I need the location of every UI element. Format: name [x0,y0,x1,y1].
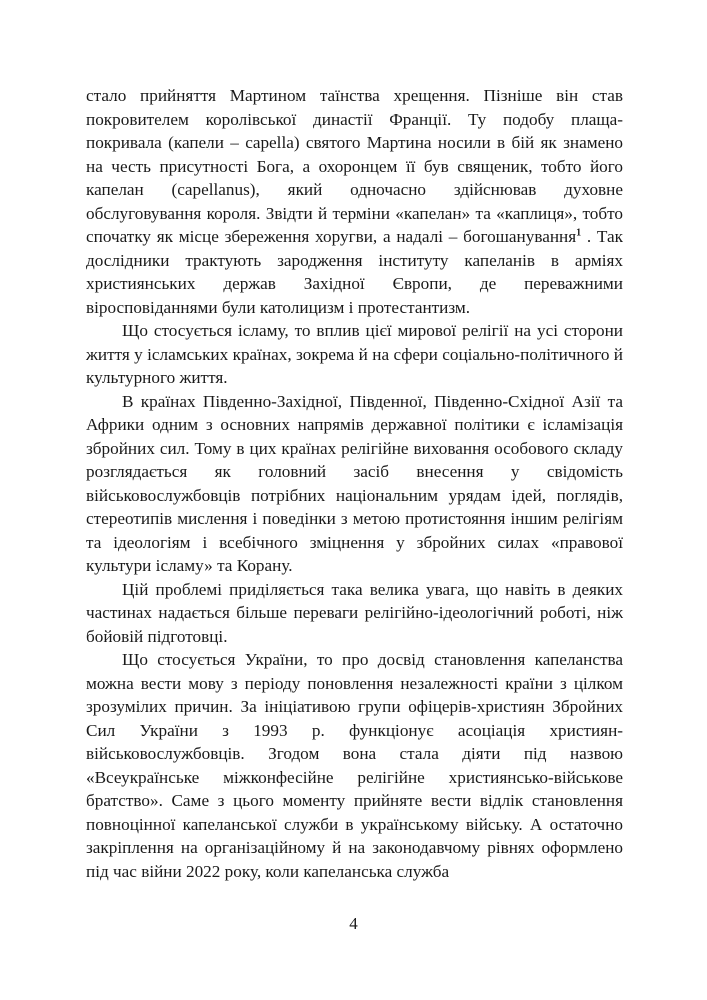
paragraph-3: В країнах Південно-Західної, Південної, Південно-Східної Азії та Африки одним з основних напрямів державної політики є ісламізація збройних сил. Тому в цих країнах релігійне виховання особового складу розглядається як головний засіб внесення у свідомість військовослужбовців потрібних національним урядам ідей, поглядів, стереотипів мислення і поведінки з метою протистояння іншим релігіям та ідеологіям і всебічного зміцнення у збройних силах «правової культури ісламу» та Корану. [86,391,623,575]
footnote-reference[interactable]: 1 [576,227,582,239]
paragraph-1-text-continued: . Так дослідники трактують зародження інституту капеланів в арміях християнських держав Західної Європи, де переважними віросповіданнями були католицизм і протестантизм. [86,227,623,317]
page-number: 4 [349,914,358,933]
paragraph-4: Цій проблемі приділяється така велика увага, що навіть в деяких частинах надається більше переваги релігійно-ідеологічний роботі, ніж бойовій підготовці. [86,579,623,646]
page-body [86,84,623,883]
paragraph-2: Що стосується ісламу, то вплив цієї мирової релігії на усі сторони життя у ісламських країнах, зокрема й на сфери соціально-політичного й культурного життя. [86,321,623,387]
paragraph-5: Що стосується України, то про досвід становлення капеланства можна вести мову з періоду поновлення незалежності країни з цілком зрозумілих причин. За ініціативою групи офіцерів-християн Збройних Сил України з 1993 р. функціонує асоціація християн-військовослужбовців. Згодом вона стала діяти під назвою «Всеукраїнське міжконфесійне релігійне християнсько-військове братство». Саме з цього моменту прийняте вести відлік становлення повноцінної капеланської служби в українському війську. А остаточно закріплення на організаційному й на законодавчому рівнях оформлено під час війни 2022 року, коли капеланська служба [86,650,623,881]
paragraph-1-text: стало прийняття Мартином таїнства хрещення. Пізніше він став покровителем королівської династії Франції. Ту подобу плаща-покривала (капели – capella) святого Мартина носили в бій як знамено на честь присутності Бога, а охоронцем її був священик, тобто його капелан (capellanus), який одночасно здійснював духовне обслуговування короля. Звідти й терміни «капелан» та «каплиця», тобто спочатку як місце збереження хоругви, а надалі – богошанування [86,86,623,246]
paragraph-1 [86,84,623,319]
